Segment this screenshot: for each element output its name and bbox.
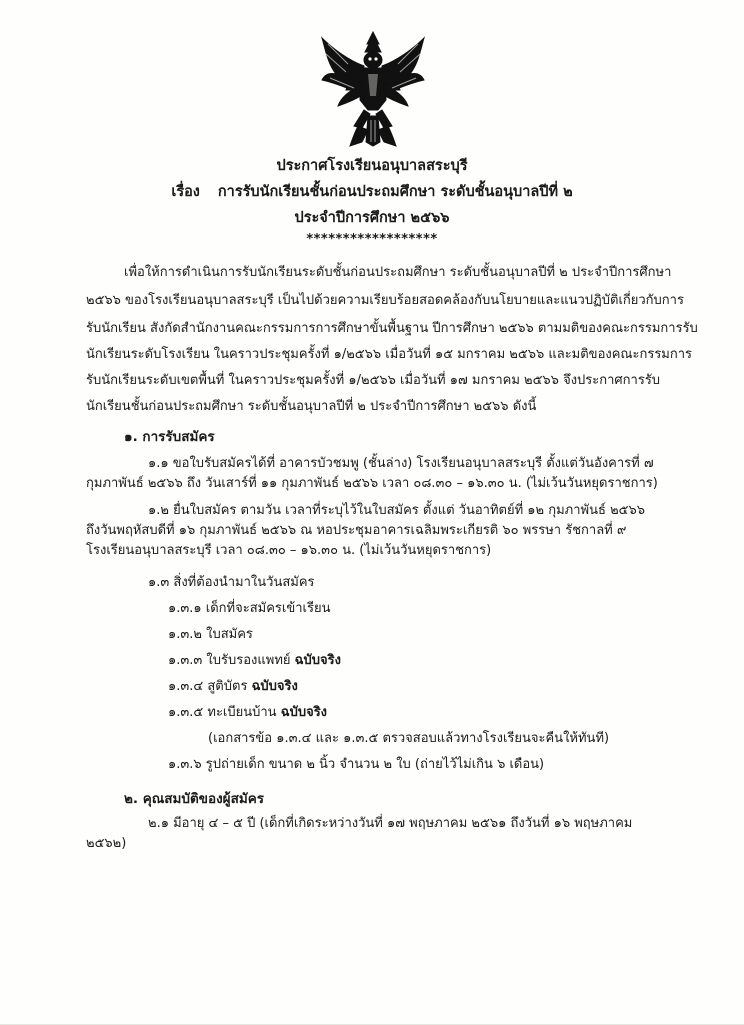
subject-label: เรื่อง bbox=[171, 184, 200, 200]
item-1-3-3-text: ๑.๓.๓ ใบรับรองแพทย์ bbox=[168, 653, 291, 668]
garuda-emblem-icon bbox=[318, 30, 428, 148]
item-1-2-line: ๑.๒ ยื่นใบสมัคร ตามวัน เวลาที่ระบุไว้ในใบสมัคร ตั้งแต่ วันอาทิตย์ที่ ๑๒ กุมภาพันธ์ ๒๕๖๖ bbox=[148, 503, 645, 518]
item-1-1-line: กุมภาพันธ์ ๒๕๖๖ ถึง วันเสาร์ที่ ๑๑ กุมภาพันธ์ ๒๕๖๖ เวลา ๐๘.๓๐ – ๑๖.๓๐ น. (ไม่เว้นวันหยุดราชการ) bbox=[86, 476, 658, 491]
original-copy-label: ฉบับจริง bbox=[251, 679, 298, 694]
subject-text: การรับนักเรียนชั้นก่อนประถมศึกษา ระดับชั้นอนุบาลปีที่ ๒ bbox=[217, 184, 573, 200]
intro-line: นักเรียนระดับโรงเรียน ในคราวประชุมครั้งที่ ๑/๒๕๖๖ เมื่อวันที่ ๑๕ มกราคม ๒๕๖๖ และมติของคณะกรรมการ bbox=[86, 347, 693, 362]
item-1-3-3 bbox=[168, 652, 341, 670]
intro-line: รับนักเรียนระดับเขตพื้นที่ ในคราวประชุมครั้งที่ ๑/๒๕๖๖ เมื่อวันที่ ๑๗ มกราคม ๒๕๖๖ จึงประกาศการรับ bbox=[86, 373, 661, 388]
item-1-3-6: ๑.๓.๖ รูปถ่ายเด็ก ขนาด ๒ นิ้ว จำนวน ๒ ใบ (ถ่ายไว้ไม่เกิน ๖ เดือน) bbox=[168, 757, 545, 772]
section-1-heading: ๑. การรับสมัคร bbox=[124, 429, 215, 445]
documents-note: (เอกสารข้อ ๑.๓.๔ และ ๑.๓.๕ ตรวจสอบแล้วทางโรงเรียนจะคืนให้ทันที) bbox=[208, 731, 610, 746]
separator-line: ****************** bbox=[306, 232, 438, 247]
item-1-2-line: ถึงวันพฤหัสบดีที่ ๑๖ กุมภาพันธ์ ๒๕๖๖ ณ หอประชุมอาคารเฉลิมพระเกียรติ ๖๐ พรรษา รัชกาลที่ ๙ bbox=[86, 523, 627, 538]
item-2-1-line: ๒๕๖๒) bbox=[86, 836, 127, 851]
item-1-3-2: ๑.๓.๒ ใบสมัคร bbox=[168, 627, 253, 642]
intro-line: รับนักเรียน สังกัดสำนักงานคณะกรรมการการศึกษาขั้นพื้นฐาน ปีการศึกษา ๒๕๖๖ ตามมติของคณะกรรมการรับ bbox=[86, 321, 698, 336]
academic-year-title: ประจำปีการศึกษา ๒๕๖๖ bbox=[294, 210, 450, 226]
intro-line: นักเรียนชั้นก่อนประถมศึกษา ระดับชั้นอนุบาลปีที่ ๒ ประจำปีการศึกษา ๒๕๖๖ ดังนี้ bbox=[86, 399, 537, 414]
item-1-2-line: โรงเรียนอนุบาลสระบุรี เวลา ๐๘.๓๐ – ๑๖.๓๐ น. (ไม่เว้นวันหยุดราชการ) bbox=[86, 543, 492, 558]
item-1-3: ๑.๓ สิ่งที่ต้องนำมาในวันสมัคร bbox=[148, 575, 315, 590]
original-copy-label: ฉบับจริง bbox=[280, 705, 328, 720]
item-1-3-5 bbox=[168, 704, 327, 722]
item-1-3-5-text: ๑.๓.๕ ทะเบียนบ้าน bbox=[168, 705, 277, 720]
item-1-3-4-text: ๑.๓.๔ สูติบัตร bbox=[168, 679, 248, 694]
item-1-3-4 bbox=[168, 678, 298, 696]
announcement-title: ประกาศโรงเรียนอนุบาลสระบุรี bbox=[276, 158, 468, 174]
item-2-1-line: ๒.๑ มีอายุ ๔ – ๕ ปี (เด็กที่เกิดระหว่างวันที่ ๑๗ พฤษภาคม ๒๕๖๑ ถึงวันที่ ๑๖ พฤษภาคม bbox=[148, 816, 633, 831]
original-copy-label: ฉบับจริง bbox=[294, 653, 341, 668]
item-1-3-1: ๑.๓.๑ เด็กที่จะสมัครเข้าเรียน bbox=[168, 601, 331, 616]
announcement-subject bbox=[0, 180, 744, 203]
intro-line: ๒๕๖๖ ของโรงเรียนอนุบาลสระบุรี เป็นไปด้วยความเรียบร้อยสอดคล้องกับนโยบายและแนวปฏิบัติเกี่ยวกับการ bbox=[86, 293, 684, 308]
section-2-heading: ๒. คุณสมบัติของผู้สมัคร bbox=[124, 791, 265, 807]
intro-line: เพื่อให้การดำเนินการรับนักเรียนระดับชั้นก่อนประถมศึกษา ระดับชั้นอนุบาลปีที่ ๒ ประจำปีการศึกษา bbox=[124, 265, 672, 280]
item-1-1-line: ๑.๑ ขอใบรับสมัครได้ที่ อาคารบัวชมพู (ชั้นล่าง) โรงเรียนอนุบาลสระบุรี ตั้งแต่วันอังคารที่ ๗ bbox=[148, 456, 654, 471]
